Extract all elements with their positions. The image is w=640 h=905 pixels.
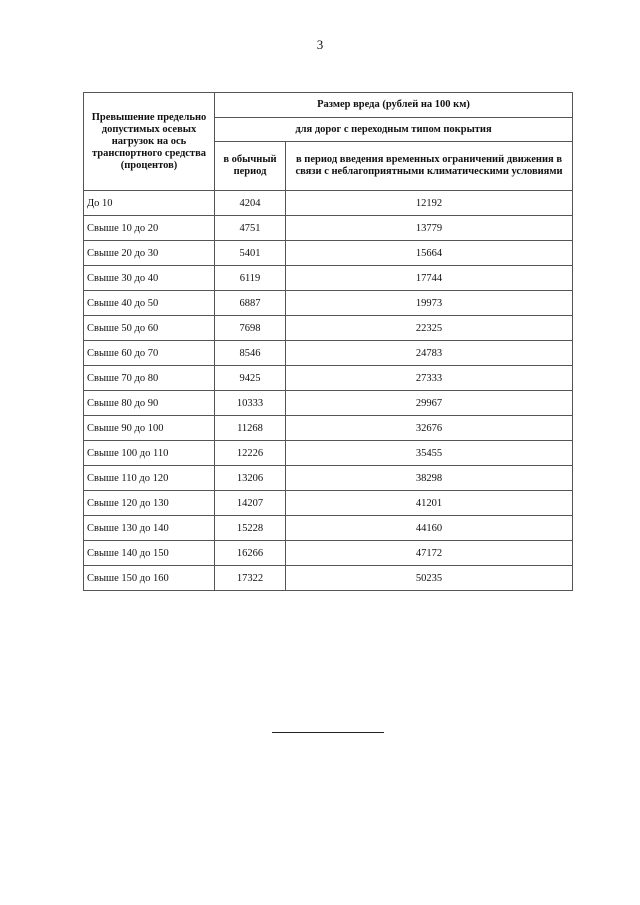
normal-period-value: 13206 (215, 466, 286, 491)
normal-period-value: 15228 (215, 516, 286, 541)
header-damage-size: Размер вреда (рублей на 100 км) (215, 93, 573, 118)
table-row (84, 341, 573, 366)
overload-range-cell: Свыше 70 до 80 (84, 366, 215, 391)
table-row (84, 216, 573, 241)
overload-range-cell: Свыше 10 до 20 (84, 216, 215, 241)
table-row (84, 416, 573, 441)
header-road-type-label: для дорог с переходным типом покрытия (295, 123, 492, 135)
overload-range-cell: Свыше 60 до 70 (84, 341, 215, 366)
restricted-period-value: 17744 (286, 266, 573, 291)
overload-range-cell: До 10 (84, 191, 215, 216)
table-row (84, 366, 573, 391)
restricted-period-value: 38298 (286, 466, 573, 491)
normal-period-value: 8546 (215, 341, 286, 366)
table-row (84, 316, 573, 341)
table-header (84, 93, 573, 191)
restricted-period-value: 13779 (286, 216, 573, 241)
footer-rule (272, 732, 384, 733)
restricted-period-value: 41201 (286, 491, 573, 516)
overload-range-cell: Свыше 50 до 60 (84, 316, 215, 341)
header-normal-period: в обычный период (215, 142, 286, 191)
header-restricted-period: в период введения временных ограничений движения в связи с неблагоприятными климатическими условиями (286, 142, 573, 191)
restricted-period-value: 47172 (286, 541, 573, 566)
overload-range-cell: Свыше 30 до 40 (84, 266, 215, 291)
overload-range-cell: Свыше 40 до 50 (84, 291, 215, 316)
normal-period-value: 5401 (215, 241, 286, 266)
restricted-period-value: 15664 (286, 241, 573, 266)
overload-range-cell: Свыше 100 до 110 (84, 441, 215, 466)
table-row (84, 466, 573, 491)
overload-range-cell: Свыше 150 до 160 (84, 566, 215, 591)
normal-period-value: 6887 (215, 291, 286, 316)
overload-range-cell: Свыше 140 до 150 (84, 541, 215, 566)
table-row (84, 491, 573, 516)
restricted-period-value: 19973 (286, 291, 573, 316)
restricted-period-value: 50235 (286, 566, 573, 591)
header-road-type (215, 118, 573, 142)
normal-period-value: 4204 (215, 191, 286, 216)
table-row (84, 441, 573, 466)
page-number: 3 (316, 37, 324, 52)
normal-period-value: 17322 (215, 566, 286, 591)
overload-range-cell: Свыше 110 до 120 (84, 466, 215, 491)
table-row (84, 291, 573, 316)
restricted-period-value: 32676 (286, 416, 573, 441)
overload-range-cell: Свыше 80 до 90 (84, 391, 215, 416)
overload-range-cell: Свыше 90 до 100 (84, 416, 215, 441)
table-row (84, 391, 573, 416)
table-row (84, 541, 573, 566)
table-row (84, 266, 573, 291)
table-row (84, 241, 573, 266)
overload-range-cell: Свыше 130 до 140 (84, 516, 215, 541)
restricted-period-value: 22325 (286, 316, 573, 341)
table-row (84, 566, 573, 591)
table-body (84, 191, 573, 591)
restricted-period-value: 12192 (286, 191, 573, 216)
restricted-period-value: 35455 (286, 441, 573, 466)
table-row (84, 191, 573, 216)
table-row (84, 516, 573, 541)
normal-period-value: 10333 (215, 391, 286, 416)
restricted-period-value: 29967 (286, 391, 573, 416)
normal-period-value: 11268 (215, 416, 286, 441)
normal-period-value: 4751 (215, 216, 286, 241)
damage-table (83, 92, 573, 591)
normal-period-value: 7698 (215, 316, 286, 341)
overload-range-cell: Свыше 120 до 130 (84, 491, 215, 516)
normal-period-value: 9425 (215, 366, 286, 391)
restricted-period-value: 24783 (286, 341, 573, 366)
normal-period-value: 6119 (215, 266, 286, 291)
normal-period-value: 14207 (215, 491, 286, 516)
restricted-period-value: 44160 (286, 516, 573, 541)
overload-range-cell: Свыше 20 до 30 (84, 241, 215, 266)
normal-period-value: 12226 (215, 441, 286, 466)
normal-period-value: 16266 (215, 541, 286, 566)
restricted-period-value: 27333 (286, 366, 573, 391)
header-overload-percent: Превышение предельно допустимых осевых нагрузок на ось транспортного средства (процентов) (84, 93, 215, 191)
